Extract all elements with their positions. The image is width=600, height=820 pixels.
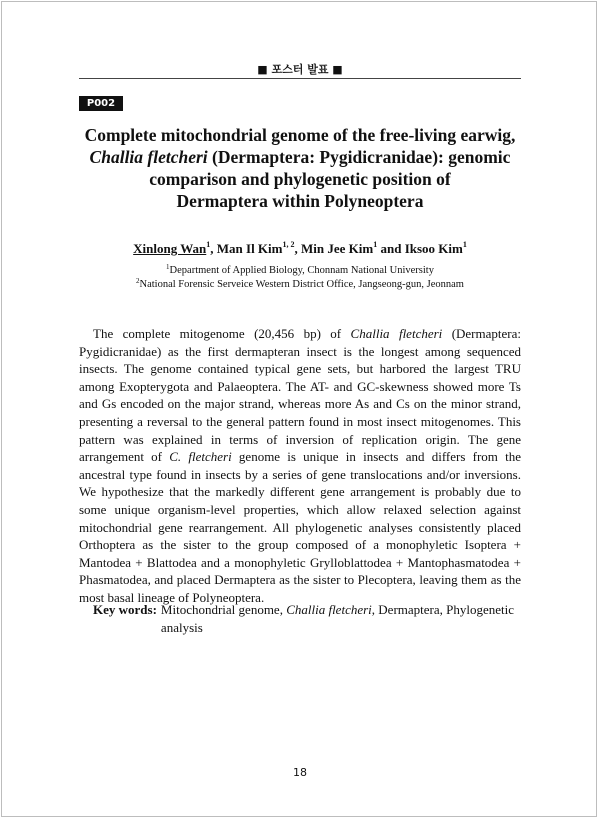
keywords-label: Key words:: [93, 602, 157, 617]
affiliation-sup: 1: [166, 263, 170, 271]
abstract-species-2: C. fletcheri: [169, 449, 232, 465]
section-header: ■ 포스터 발표 ■: [257, 63, 343, 76]
author-name: Iksoo Kim: [404, 241, 463, 256]
author-separator: ,: [294, 241, 301, 256]
affiliation-text: Department of Applied Biology, Chonnam National University: [169, 265, 434, 276]
author-affil-sup: 1, 2: [282, 240, 295, 249]
title-line-2: (Dermaptera: Pygidicranidae): genomic: [207, 147, 511, 167]
affiliation-2: [70, 278, 530, 292]
title-line-1: Complete mitochondrial genome of the free-living earwig,: [84, 125, 516, 145]
affiliation-sup: 2: [136, 277, 140, 285]
header-rule: [79, 78, 521, 79]
author-list: [70, 240, 530, 258]
author-affil-sup: 1: [373, 240, 378, 249]
keywords-species: Challia fletcheri: [286, 602, 372, 617]
abstract-species-1: Challia fletcheri: [350, 326, 443, 341]
affiliation-1: [70, 264, 530, 278]
keywords-text: [161, 601, 523, 637]
author-separator: and: [377, 241, 405, 256]
author-separator: ,: [210, 241, 217, 256]
author-name: Man Il Kim: [216, 241, 283, 256]
abstract-text-1: The complete mitogenome (20,456 bp) of: [93, 326, 351, 341]
title-line-4: Dermaptera within Polyneoptera: [176, 191, 424, 211]
paper-title: [70, 124, 530, 212]
abstract-paragraph: [79, 325, 521, 607]
poster-id-badge: P002: [79, 96, 123, 111]
author-name: Min Jee Kim: [301, 241, 374, 256]
title-line-3: comparison and phylogenetic position of: [149, 169, 451, 189]
author-name: Xinlong Wan: [133, 241, 207, 256]
page-number: 18: [293, 766, 307, 779]
keywords-section: [93, 601, 523, 637]
author-affil-sup: 1: [462, 240, 467, 249]
abstract-text-2: (Dermaptera: Pygidicranidae) as the first dermapteran insect is the longest among sequenced insects. The genome contained typical gene sets, but harbored the largest TRU among Exopterygota and Palaeoptera. The AT- and GC-skewness showed more Ts and Gs encoded on the major strand, whereas more As and Cs on the minor strand, presenting a reversal to the general pattern found in most insect mitogenomes. This pattern was explained in terms of inversion of replication origin. The gene arrangement of: [79, 326, 521, 465]
abstract-text-3: genome is unique in insects and differs from the ancestral type found in insects by a series of gene translocations and/or inversions. We hypothesize that the markedly different gene arrangement is probably due to some unique organism-level properties, which allow relaxed selection against mitochondrial gene rearrangement. All phylogenetic analyses consistently placed Orthoptera as the sister to the group composed of a monophyletic Isoptera + Mantodea + Blattodea and a monophyletic Grylloblattodea + Mantophasmatodea + Phasmatodea, and placed Dermaptera as the sister to Plecoptera, leaving them as the most basal lineage of Polyneoptera.: [79, 449, 521, 605]
affiliation-text: National Forensic Serveice Western District Office, Jangseong-gun, Jeonnam: [139, 279, 464, 290]
keywords-part-2: , Dermaptera, Phylogenetic analysis: [160, 602, 515, 635]
title-species: Challia fletcheri: [89, 147, 208, 167]
keywords-part-1: Mitochondrial genome,: [160, 602, 287, 617]
author-affil-sup: 1: [206, 240, 211, 249]
